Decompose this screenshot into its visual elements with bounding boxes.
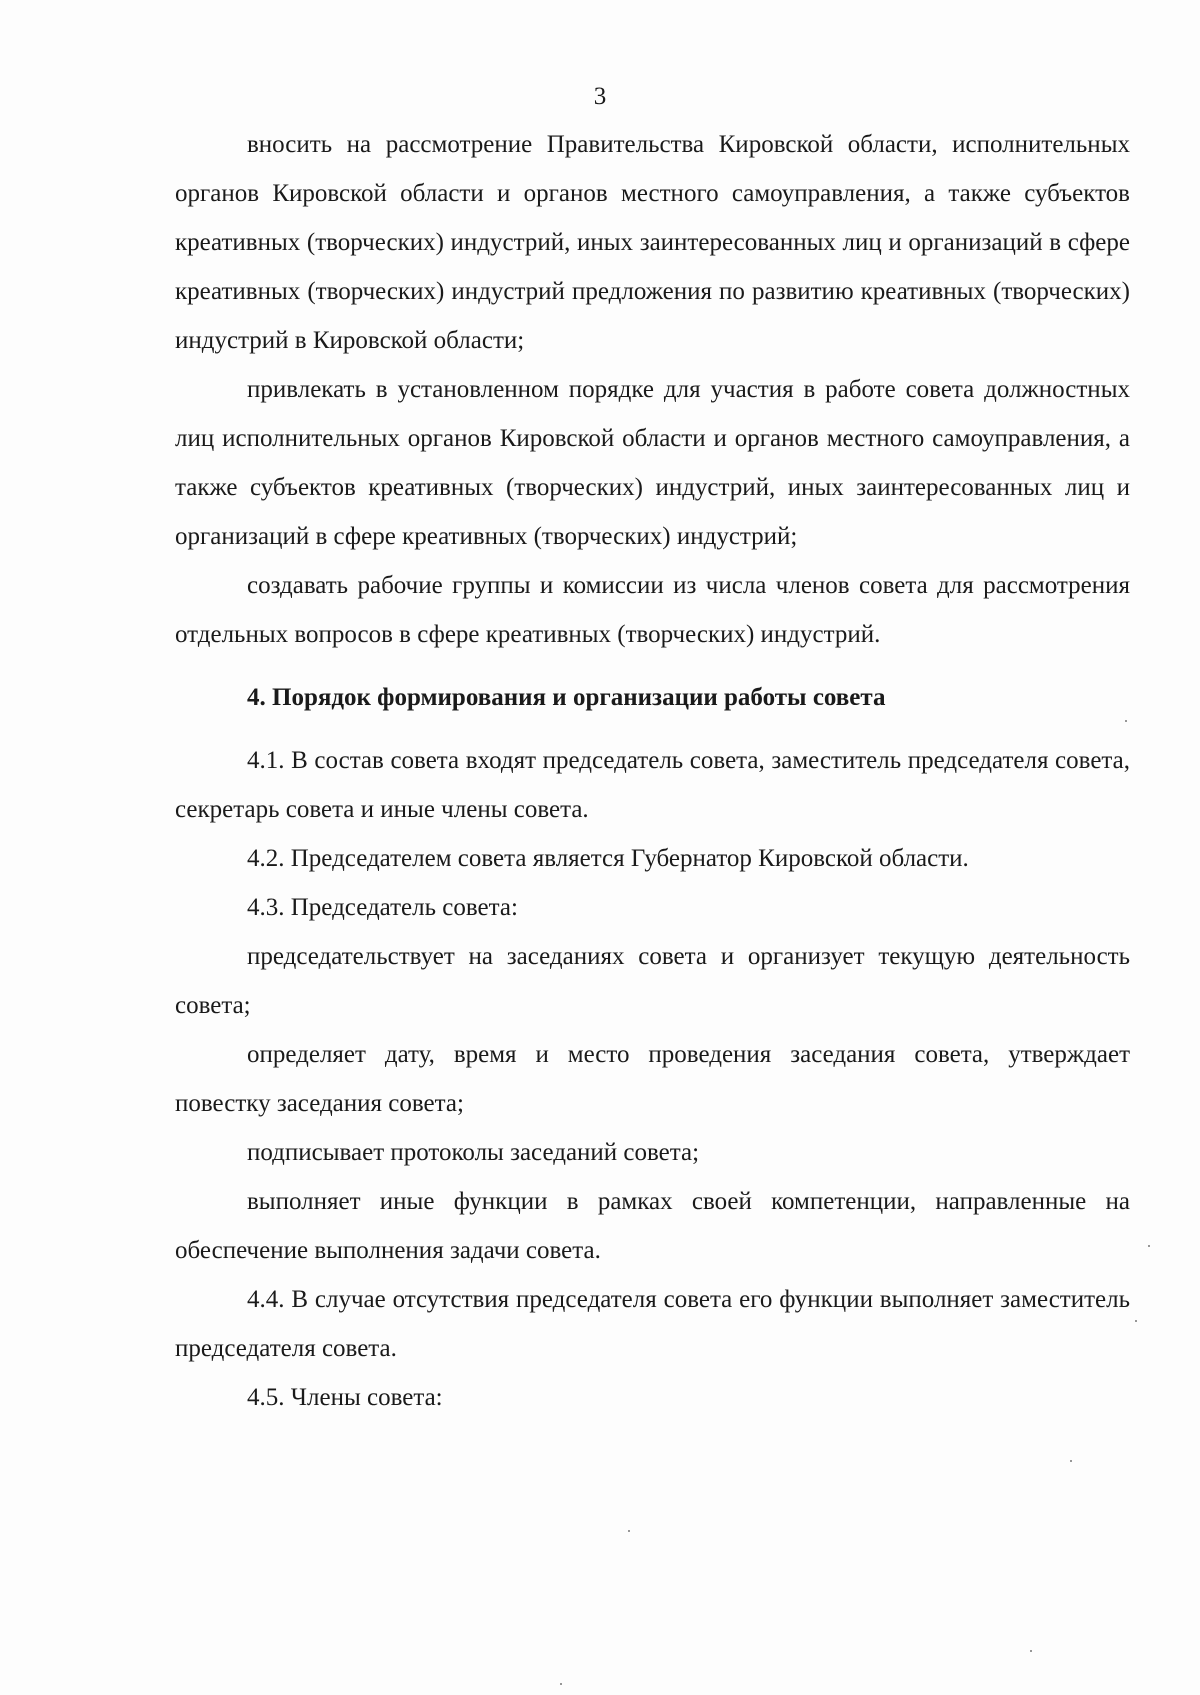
scan-speck: [1125, 720, 1127, 722]
scan-speck: [560, 1683, 562, 1685]
paragraph-submit-proposals: вносить на рассмотрение Правительства Кировской области, исполнительных органов Кировской области и органов местного самоуправления, а также субъектов креативных (творческих) индустрий, иных заинтересованных лиц и организаций в сфере креативных (творческих) индустрий предложения по развитию креативных (творческих) индустрий в Кировской области;: [175, 131, 1130, 354]
document-body: [175, 120, 1130, 1422]
paragraph-involve-officials: привлекать в установленном порядке для участия в работе совета должностных лиц исполнительных органов Кировской области и органов местного самоуправления, а также субъектов креативных (творческих) индустрий, иных заинтересованных лиц и организаций в сфере креативных (творческих) индустрий;: [175, 376, 1130, 550]
paragraph-other-functions: выполняет иные функции в рамках своей компетенции, направленные на обеспечение выполнения задачи совета.: [175, 1188, 1130, 1264]
paragraph-chairs-meetings: председательствует на заседаниях совета и организует текущую деятельность совета;: [175, 943, 1130, 1019]
scan-speck: [1148, 1245, 1150, 1247]
paragraph-4-3: 4.3. Председатель совета:: [247, 894, 518, 921]
scan-speck: [1135, 1320, 1137, 1322]
paragraph-4-5: 4.5. Члены совета:: [247, 1384, 443, 1411]
section-heading: 4. Порядок формирования и организации работы совета: [247, 684, 886, 711]
scan-speck: [1030, 1650, 1032, 1652]
paragraph-4-2: 4.2. Председателем совета является Губернатор Кировской области.: [247, 845, 969, 872]
scan-speck: [628, 1530, 630, 1532]
paragraph-4-4: 4.4. В случае отсутствия председателя совета его функции выполняет заместитель председателя совета.: [175, 1286, 1130, 1362]
paragraph-signs-protocols: подписывает протоколы заседаний совета;: [247, 1139, 700, 1166]
scan-speck: [1070, 1460, 1072, 1462]
paragraph-sets-date: определяет дату, время и место проведения заседания совета, утверждает повестку заседания совета;: [175, 1041, 1130, 1117]
paragraph-create-working-groups: создавать рабочие группы и комиссии из числа членов совета для рассмотрения отдельных вопросов в сфере креативных (творческих) индустрий.: [175, 572, 1130, 648]
page-number: 3: [593, 83, 607, 110]
paragraph-4-1: 4.1. В состав совета входят председатель совета, заместитель председателя совета, секретарь совета и иные члены совета.: [175, 747, 1130, 823]
